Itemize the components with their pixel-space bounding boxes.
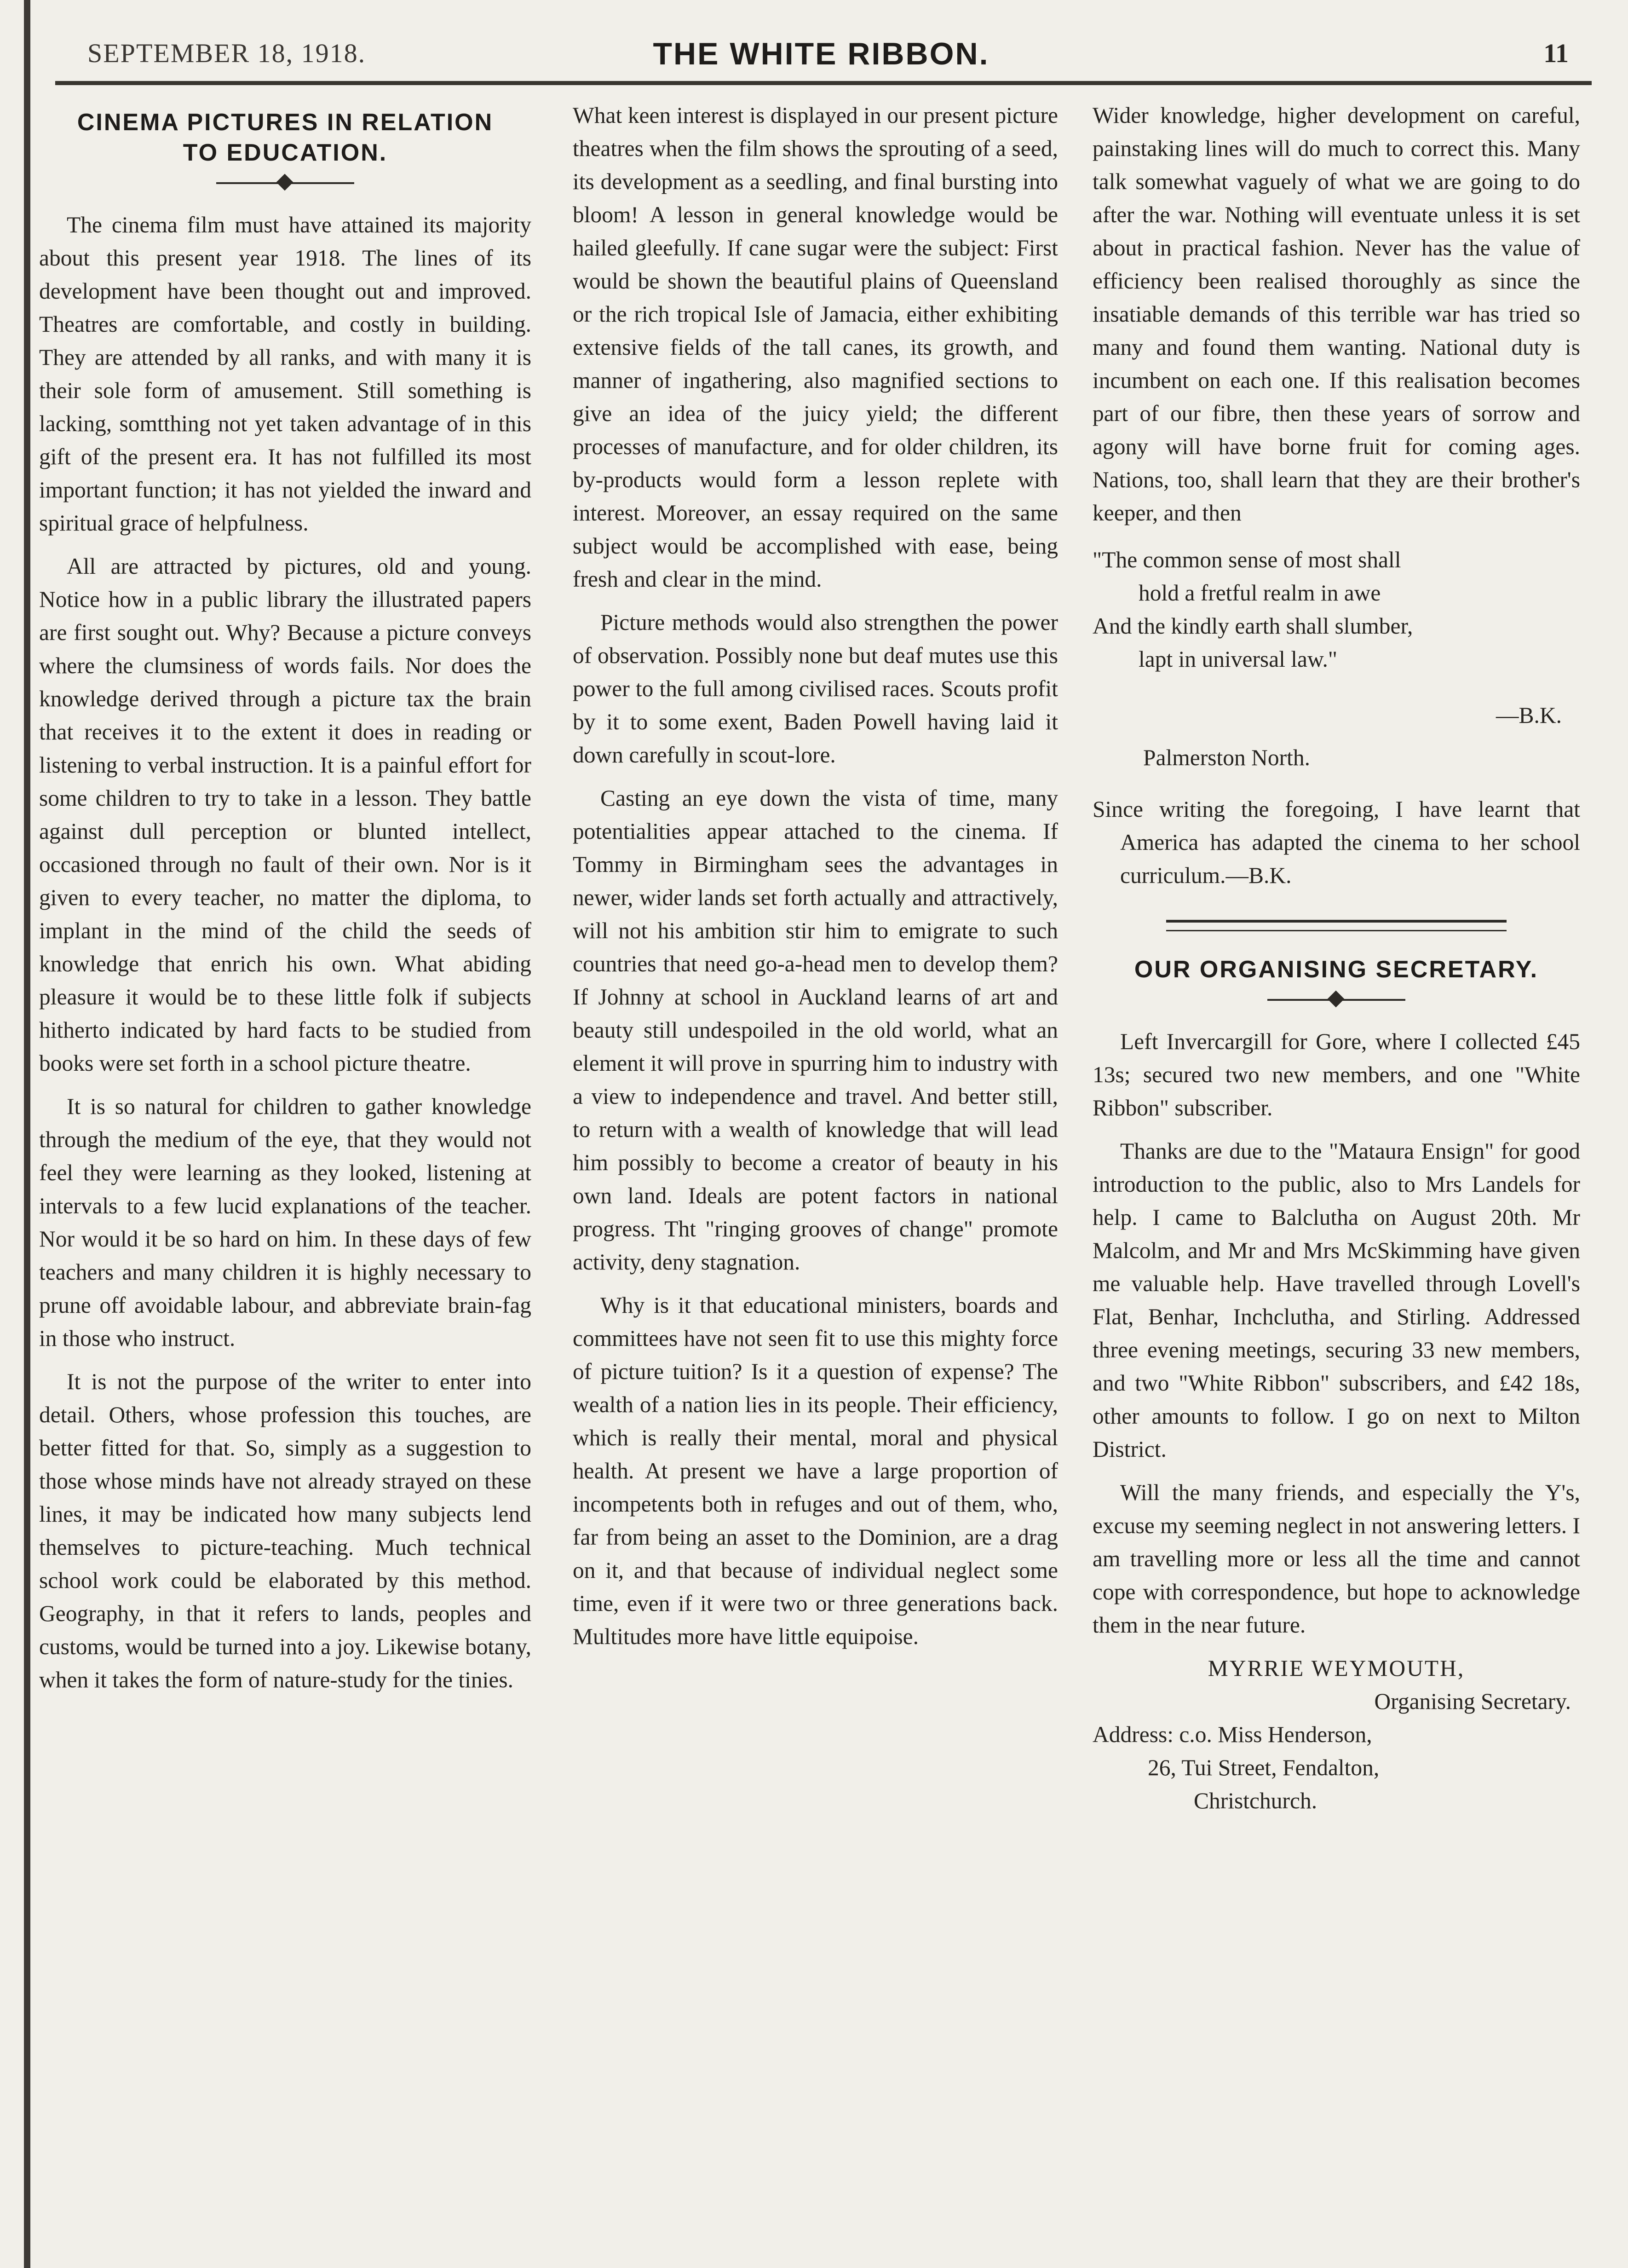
article-title-line-2: TO EDUCATION. (183, 139, 388, 166)
paragraph: The cinema film must have attained its majority about this present year 1918. The lines of its development have been thought out and improved. Theatres are comfortable, and costly in building. They are attended by all ranks, and with many it is their sole form of amusement. Still something is lacking, somtthing not yet taken advantage of in this gift of the present era. It has not fulfilled its most important function; it has not yielded the inward and spiritual grace of helpfulness. (39, 212, 531, 536)
paragraph: Why is it that educational ministers, boards and committees have not seen fit to use this mighty force of picture tuition? Is it a question of expense? The wealth of a nation lies in its people. Their efficiency, which is really their mental, moral and physical health. At present we have a large proportion of incompetents both in refuges and out of them, who, far from being an asset to the Dominion, are a drag on it, and that because of individual neglect some time, even if it were two or three generations back. Multitudes more have little equipoise. (573, 1293, 1058, 1649)
column-3 (1093, 99, 1580, 1818)
paragraph: Will the many friends, and especially the Y's, excuse my seeming neglect in not answering letters. I am travelling more or less all the time and cannot cope with correspondence, but hope to acknowledge them in the near future. (1093, 1480, 1580, 1638)
verse-line: lapt in universal law." (1139, 646, 1338, 672)
paragraph: Picture methods would also strengthen the power of observation. Possibly none but deaf mutes use this power to the full among civilised races. Scouts profit by it to some exent, Baden Powell having laid it down carefully in scout-lore. (573, 610, 1058, 768)
secretary-name: MYRRIE WEYMOUTH, (1208, 1656, 1465, 1681)
secretary-address (1093, 1718, 1580, 1818)
paragraph: It is not the purpose of the writer to enter into detail. Others, whose profession this touches, are better fitted for that. So, simply as a suggestion to those whose minds have not already strayed on these lines, it may be indicated how many subjects lend themselves to picture-teaching. Much technical school work could be elaborated by this method. Geography, in that it refers to lands, peoples and customs, would be turned into a joy. Likewise botany, when it takes the form of nature-study for the tinies. (39, 1369, 531, 1692)
article-title-line-1: CINEMA PICTURES IN RELATION (77, 109, 494, 136)
address-line: Address: c.o. Miss Henderson, (1093, 1722, 1372, 1747)
paragraph: Casting an eye down the vista of time, many potentialities appear attached to the cinema. If Tommy in Birmingham sees the advantages in newer, wider lands set forth actually and attractively, will not his ambition stir him to emigrate to such countries that need go-a-head men to develop them? If Johnny at school in Auckland learns of art and beauty still undespoiled in the old world, what an element it will prove in spurring him to industry with a view to independence and travel. And better still, to return with a wealth of knowledge that will lead him possibly to become a creator of beauty in his own land. Ideals are potent factors in national progress. Tht "ringing grooves of change" promote activity, deny stagnation. (573, 785, 1058, 1275)
page-header (55, 28, 1587, 78)
paragraph: Left Invercargill for Gore, where I collected £45 13s; secured two new members, and one "White Ribbon" subscriber. (1093, 1029, 1580, 1120)
address-line: Christchurch. (1194, 1788, 1317, 1813)
author-location: Palmerston North. (1143, 745, 1310, 770)
column-2 (573, 99, 1058, 1663)
paragraph: All are attracted by pictures, old and young. Notice how in a public library the illustrated papers are first sought out. Why? Because a picture conveys where the clumsiness of words fails. Nor does the knowledge derived through a picture tax the brain that receives it to the extent it does in reading or listening to verbal instruction. It is a painful effort for some children to try to take in a lesson. They battle against dull perception or blunted intellect, occasioned through no fault of their own. Nor is it given to every teacher, no matter the diploma, to implant in the mind of the child the seeds of knowledge that enrich his own. What abiding pleasure it would be to these little folk if subjects hitherto indicated by hard facts to be studied from books were set forth in a school picture theatre. (39, 554, 531, 1076)
column-1 (39, 99, 531, 1707)
publication-title: THE WHITE RIBBON. (653, 36, 989, 71)
page-number: 11 (1543, 38, 1569, 68)
issue-date: SEPTEMBER 18, 1918. (87, 38, 366, 68)
page-binding-edge (24, 0, 30, 2268)
verse-line: hold a fretful realm in awe (1139, 580, 1381, 606)
header-rule (55, 81, 1592, 85)
verse-line: And the kindly earth shall slumber, (1093, 613, 1413, 639)
paragraph: What keen interest is displayed in our present picture theatres when the film shows the sprouting of a seed, its development as a seedling, and final bursting into bloom! A lesson in general knowledge would be hailed gleefully. If cane sugar were the subject: First would be shown the beautiful plains of Queensland or the rich tropical Isle of Jamacia, either exhibiting extensive fields of the tall canes, its growth, and manner of ingathering, also magnified sections to give an idea of the juicy yield; the different processes of manufacture, and for older children, its by-products would form a lesson replete with interest. Moreover, an essay required on the same subject would be accomplished with ease, being fresh and clear in the mind. (573, 103, 1058, 592)
postscript-note: Since writing the foregoing, I have learnt that America has adapted the cinema to her school curriculum.—B.K. (1093, 796, 1580, 888)
article-divider (1166, 920, 1507, 931)
secretary-title: Organising Secretary. (1374, 1689, 1571, 1714)
paragraph: Thanks are due to the "Mataura Ensign" for good introduction to the public, also to Mrs Landels for help. I came to Balclutha on August 20th. Mr Malcolm, and Mr and Mrs McSkimming have given me valuable help. Have travelled through Lovell's Flat, Benhar, Inchclutha, and Stirling. Addressed three evening meetings, securing 33 new members, and two "White Ribbon" subscribers, and £42 18s, other amounts to follow. I go on next to Milton District. (1093, 1138, 1580, 1462)
quoted-verse (1093, 543, 1580, 676)
title-ornament (1267, 993, 1405, 1007)
title-ornament (216, 176, 354, 190)
address-line: 26, Tui Street, Fendalton, (1148, 1755, 1380, 1780)
article-title (39, 107, 531, 168)
paragraph: It is so natural for children to gather knowledge through the medium of the eye, that they would not feel they were learning as they looked, listening at intervals to a few lucid explanations of the teacher. Nor would it be so hard on him. In these days of few teachers and many children it is highly necessary to prune off avoidable labour, and abbreviate brain-fag in those who instruct. (39, 1094, 531, 1351)
article-title-secretary: OUR ORGANISING SECRETARY. (1134, 956, 1539, 983)
paragraph: Wider knowledge, higher development on careful, painstaking lines will do much to correct this. Many talk somewhat vaguely of what we are going to do after the war. Nothing will eventuate unless it is set about in practical fashion. Never has the value of efficiency been realised thoroughly as since the insatiable demands of this terrible war has tried so many and found them wanting. National duty is incumbent on each one. If this realisation becomes part of our fibre, then these years of sorrow and agony will have borne fruit for coming ages. Nations, too, shall learn that they are their brother's keeper, and then (1093, 103, 1580, 525)
author-signature: —B.K. (1496, 703, 1562, 728)
verse-line: "The common sense of most shall (1093, 547, 1401, 572)
